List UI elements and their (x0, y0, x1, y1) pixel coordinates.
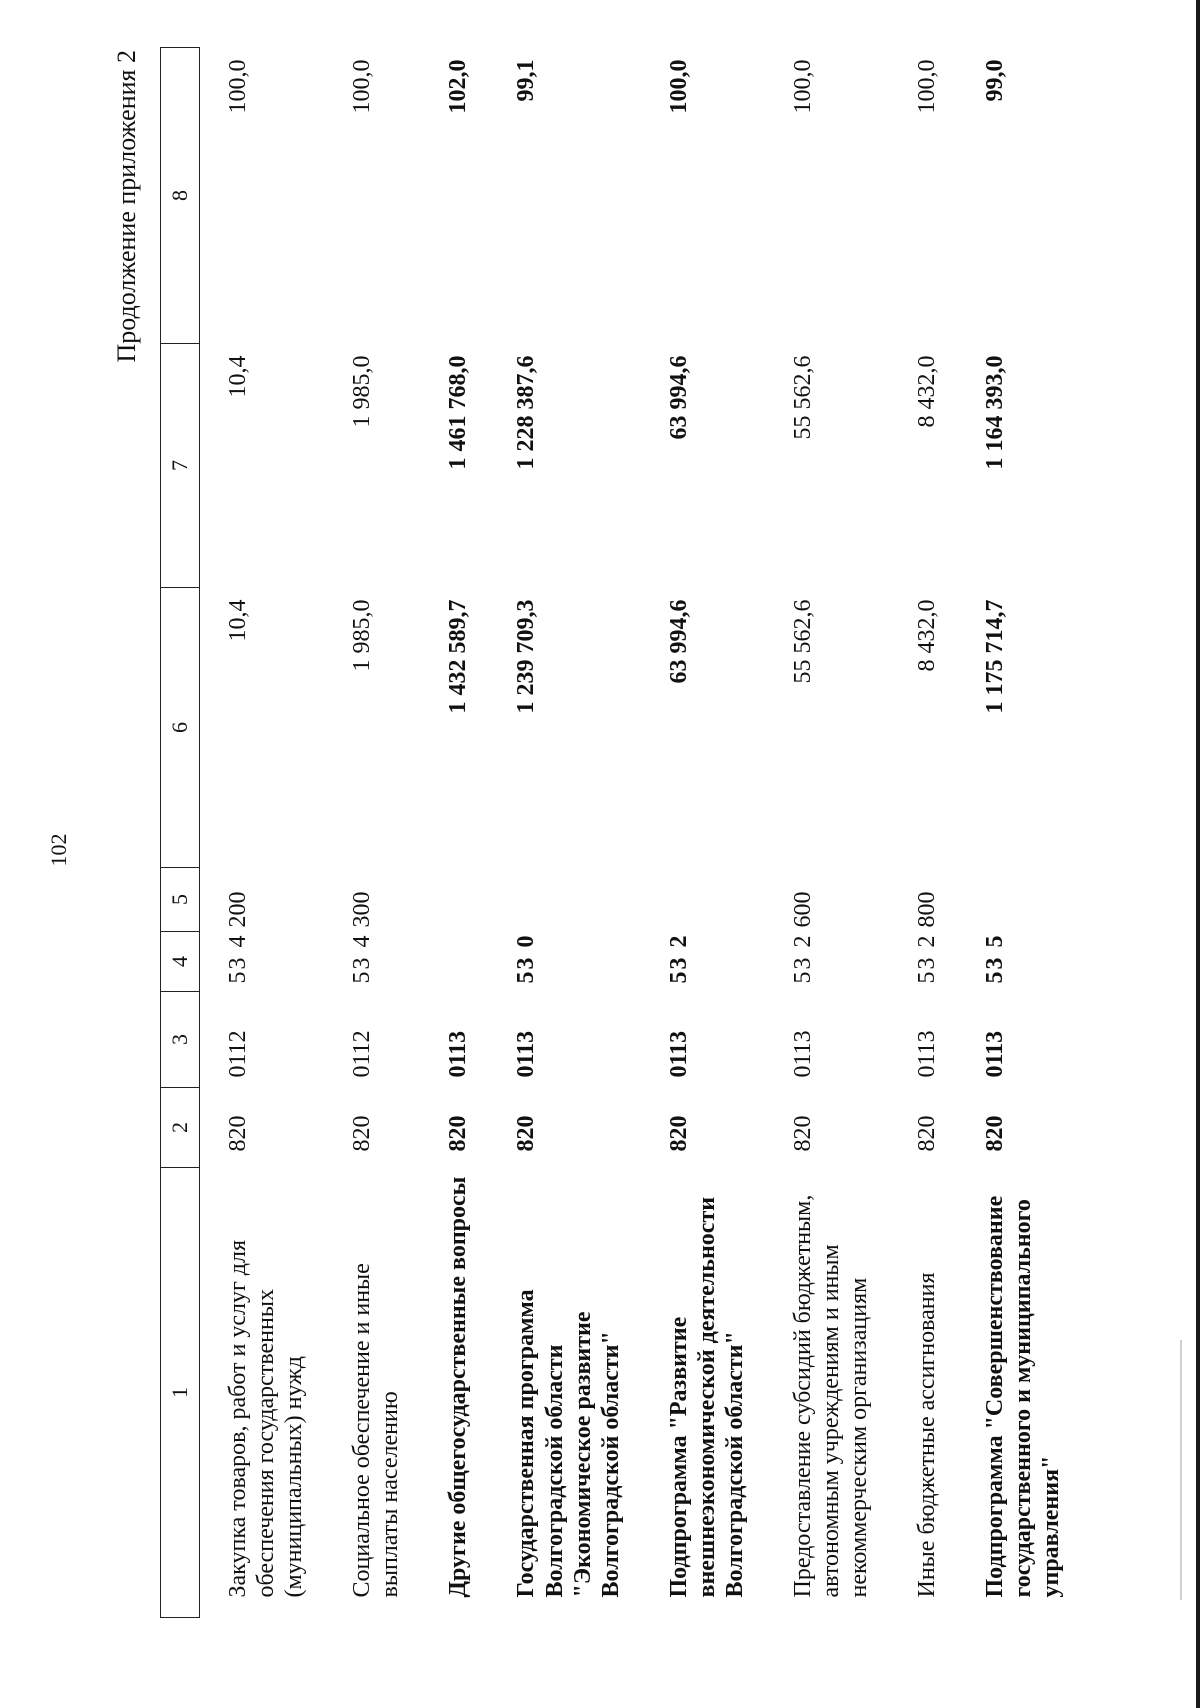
row-name: Закупка товаров, работ и услуг для обеспечения государственных (муниципальных) нужд (225, 1239, 308, 1598)
cell-col-6: 10,4 (225, 599, 251, 642)
header-cell: 6 (161, 588, 200, 868)
cell-col-5: 300 (349, 891, 376, 928)
cell-col-7: 1 228 387,6 (513, 355, 540, 470)
cell-col-3: 0113 (982, 1030, 1009, 1078)
table-row (765, 48, 889, 1618)
cell-col-4: 53 5 (982, 933, 1009, 984)
cell-col-5 (641, 868, 765, 932)
cell-col-3: 0113 (513, 1030, 540, 1078)
cell-col-4: 53 2 (665, 933, 692, 984)
table-row (420, 48, 488, 1618)
cell-col-3: 0112 (349, 1030, 376, 1078)
cell-col-7: 1 985,0 (349, 355, 376, 428)
row-name: Социальное обеспечение и иные выплаты населению (349, 1263, 404, 1598)
cell-col-7: 8 432,0 (914, 355, 941, 428)
cell-col-3: 0113 (790, 1030, 817, 1078)
cell-col-8: 100,0 (790, 59, 817, 114)
table-row (889, 48, 957, 1618)
table-row (324, 48, 420, 1618)
cell-col-5: 600 (790, 891, 817, 928)
table-row (200, 48, 325, 1618)
cell-col-8: 99,1 (513, 59, 540, 102)
cell-col-3: 0113 (914, 1030, 941, 1078)
cell-col-7: 10,4 (225, 355, 251, 398)
row-name: Подпрограмма "Развитие внешнеэкономической деятельности Волгоградской области" (665, 1196, 748, 1598)
row-name: Государственная программа Волгоградской области "Экономическое развитие Волгоградской области" (513, 1289, 624, 1598)
cell-col-6: 1 175 714,7 (982, 599, 1009, 714)
cell-col-2: 820 (914, 1115, 941, 1152)
cell-col-7: 55 562,6 (790, 355, 817, 440)
row-name: Подпрограмма "Совершенствование государственного и муниципального управления" (982, 1195, 1065, 1598)
cell-col-8: 100,0 (665, 59, 692, 114)
cell-col-8: 100,0 (914, 59, 941, 114)
cell-col-6: 1 985,0 (349, 599, 376, 672)
cell-col-8: 100,0 (349, 59, 376, 114)
table-row (957, 48, 1081, 1618)
cell-col-6: 1 239 709,3 (513, 599, 540, 714)
cell-col-2: 820 (225, 1115, 251, 1152)
cell-col-4: 53 2 (790, 933, 817, 984)
cell-col-3: 0112 (225, 1030, 251, 1078)
row-name: Другие общегосударственные вопросы (445, 1176, 472, 1598)
cell-col-2: 820 (665, 1115, 692, 1152)
cell-col-5 (488, 868, 640, 932)
cell-col-5 (957, 868, 1081, 932)
cell-col-3: 0113 (445, 1030, 472, 1078)
header-cell: 1 (161, 1168, 200, 1618)
cell-col-2: 820 (445, 1115, 472, 1152)
cell-col-5: 800 (914, 891, 941, 928)
table-row (488, 48, 640, 1618)
cell-col-2: 820 (349, 1115, 376, 1152)
header-cell: 7 (161, 344, 200, 588)
cell-col-6: 8 432,0 (914, 599, 941, 672)
cell-col-7: 1 461 768,0 (445, 355, 472, 470)
header-cell: 3 (161, 992, 200, 1088)
cell-col-2: 820 (790, 1115, 817, 1152)
cell-col-6: 63 994,6 (665, 599, 692, 684)
cell-col-2: 820 (513, 1115, 540, 1152)
cell-col-4: 53 4 (349, 933, 376, 984)
cell-col-4 (420, 932, 488, 992)
table-row (641, 48, 765, 1618)
cell-col-4: 53 2 (914, 933, 941, 984)
cell-col-3: 0113 (665, 1030, 692, 1078)
cell-col-7: 1 164 393,0 (982, 355, 1009, 470)
cell-col-8: 100,0 (225, 59, 251, 114)
header-cell: 4 (161, 932, 200, 992)
cell-col-4: 53 4 (225, 933, 251, 984)
cell-col-8: 102,0 (445, 59, 472, 114)
page-number: 102 (46, 833, 71, 867)
cell-col-5: 200 (225, 891, 251, 928)
header-cell: 5 (161, 868, 200, 932)
row-name: Предоставление субсидий бюджетным, автономным учреждениям и иным некоммерческим организациям (790, 1194, 873, 1598)
header-cell: 2 (161, 1088, 200, 1168)
cell-col-7: 63 994,6 (665, 355, 692, 440)
header-row (161, 48, 200, 1618)
cell-col-4: 53 0 (513, 933, 540, 984)
budget-table (160, 47, 1082, 1618)
row-name: Иные бюджетные ассигнования (914, 1272, 941, 1598)
header-cell: 8 (161, 48, 200, 344)
cell-col-8: 99,0 (982, 59, 1009, 102)
continuation-label: Продолжение приложения 2 (112, 50, 141, 363)
cell-col-6: 1 432 589,7 (445, 599, 472, 714)
cell-col-6: 55 562,6 (790, 599, 817, 684)
cell-col-5 (420, 868, 488, 932)
cell-col-2: 820 (982, 1115, 1009, 1152)
